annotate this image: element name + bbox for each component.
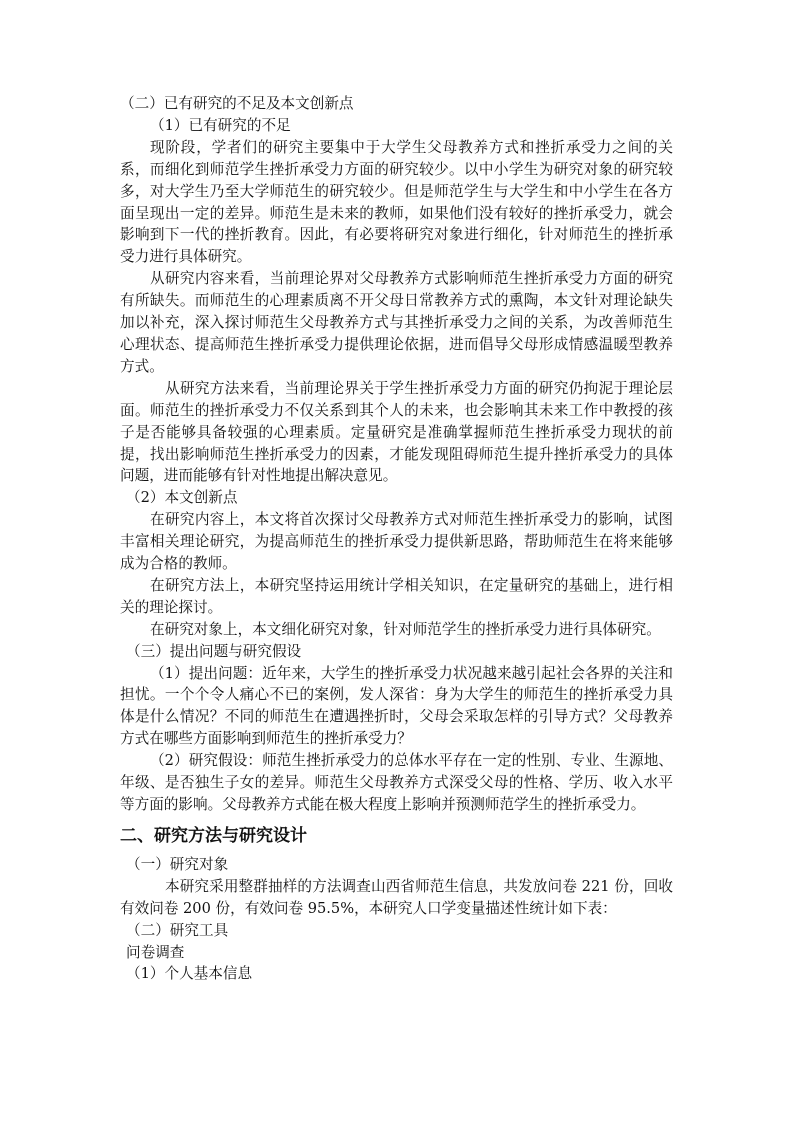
subsection-heading: （二）已有研究的不足及本文创新点 bbox=[120, 95, 354, 112]
body-paragraph: 从研究内容来看，当前理论界对父母教养方式影响师范生挫折承受力方面的研究有所缺失。而师范生的心理素质离不开父母日常教养方式的熏陶，本文针对理论缺失加以补充，深入探讨师范生父母教养方式与其挫折承受力之间的关系，为改善师范生心理状态、提高师范生挫折承受力提供理论依据，进而倡导父母形成情感温暖型教养方式。 bbox=[120, 270, 673, 375]
body-paragraph: 在研究对象上，本文细化研究对象，针对师范学生的挫折承受力进行具体研究。 bbox=[150, 620, 661, 638]
document-body bbox=[120, 93, 673, 985]
subsection-heading: （一）研究对象 bbox=[126, 855, 229, 873]
subsection-heading: （三）提出问题与研究假设 bbox=[126, 642, 302, 660]
body-paragraph: （2）研究假设：师范生挫折承受力的总体水平存在一定的性别、专业、生源地、年级、是否独生子女的差异。师范生父母教养方式深受父母的性格、学历、收入水平等方面的影响。父母教养方式能在极大程度上影响并预测师范学生的挫折承受力。 bbox=[120, 752, 673, 813]
body-paragraph: 在研究内容上，本文将首次探讨父母教养方式对师范生挫折承受力的影响，试图丰富相关理论研究，为提高师范生的挫折承受力提供新思路，帮助师范生在将来能够成为合格的教师。 bbox=[120, 511, 673, 573]
subsubsection-heading: （2）本文创新点 bbox=[126, 489, 238, 507]
body-paragraph: （1）提出问题：近年来，大学生的挫折承受力状况越来越引起社会各界的关注和担忧。一个个令人痛心不已的案例，发人深省：身为大学生的师范生的挫折承受力具体是什么情况？不同的师范生在遭遇挫折时，父母会采取怎样的引导方式？父母教养方式在哪些方面影响到师范生的挫折承受力？ bbox=[120, 664, 673, 748]
body-paragraph: 本研究采用整群抽样的方法调查山西省师范生信息，共发放问卷 221 份，回收有效问卷 200 份，有效问卷 95.5%，本研究人口学变量描述性统计如下表： bbox=[120, 877, 673, 917]
subsubsection-heading: 问卷调查 bbox=[126, 943, 185, 961]
subsubsection-heading: （1）个人基本信息 bbox=[126, 965, 253, 983]
body-paragraph: 现阶段，学者们的研究主要集中于大学生父母教养方式和挫折承受力之间的关系，而细化到师范学生挫折承受力方面的研究较少。以中小学生为研究对象的研究较多，对大学生乃至大学师范生的研究较少。但是师范学生与大学生和中小学生在各方面呈现出一定的差异。师范生是未来的教师，如果他们没有较好的挫折承受力，就会影响到下一代的挫折教育。因此，有必要将研究对象进行细化，针对师范生的挫折承受力进行具体研究。 bbox=[120, 138, 673, 266]
body-paragraph: 在研究方法上，本研究坚持运用统计学相关知识，在定量研究的基础上，进行相关的理论探讨。 bbox=[120, 576, 673, 616]
subsubsection-heading: （1）已有研究的不足 bbox=[150, 116, 291, 134]
section-title: 二、研究方法与研究设计 bbox=[120, 825, 307, 846]
body-paragraph: 从研究方法来看，当前理论界关于学生挫折承受力方面的研究仍拘泥于理论层面。师范生的挫折承受力不仅关系到其个人的未来，也会影响其未来工作中教授的孩子是否能够具备较强的心理素质。定量研究是准确掌握师范生挫折承受力现状的前提，找出影响师范生挫折承受力的因素，才能发现阻碍师范生提升挫折承受力的具体问题，进而能够有针对性地提出解决意见。 bbox=[120, 379, 673, 485]
subsection-heading: （二）研究工具 bbox=[126, 921, 229, 939]
